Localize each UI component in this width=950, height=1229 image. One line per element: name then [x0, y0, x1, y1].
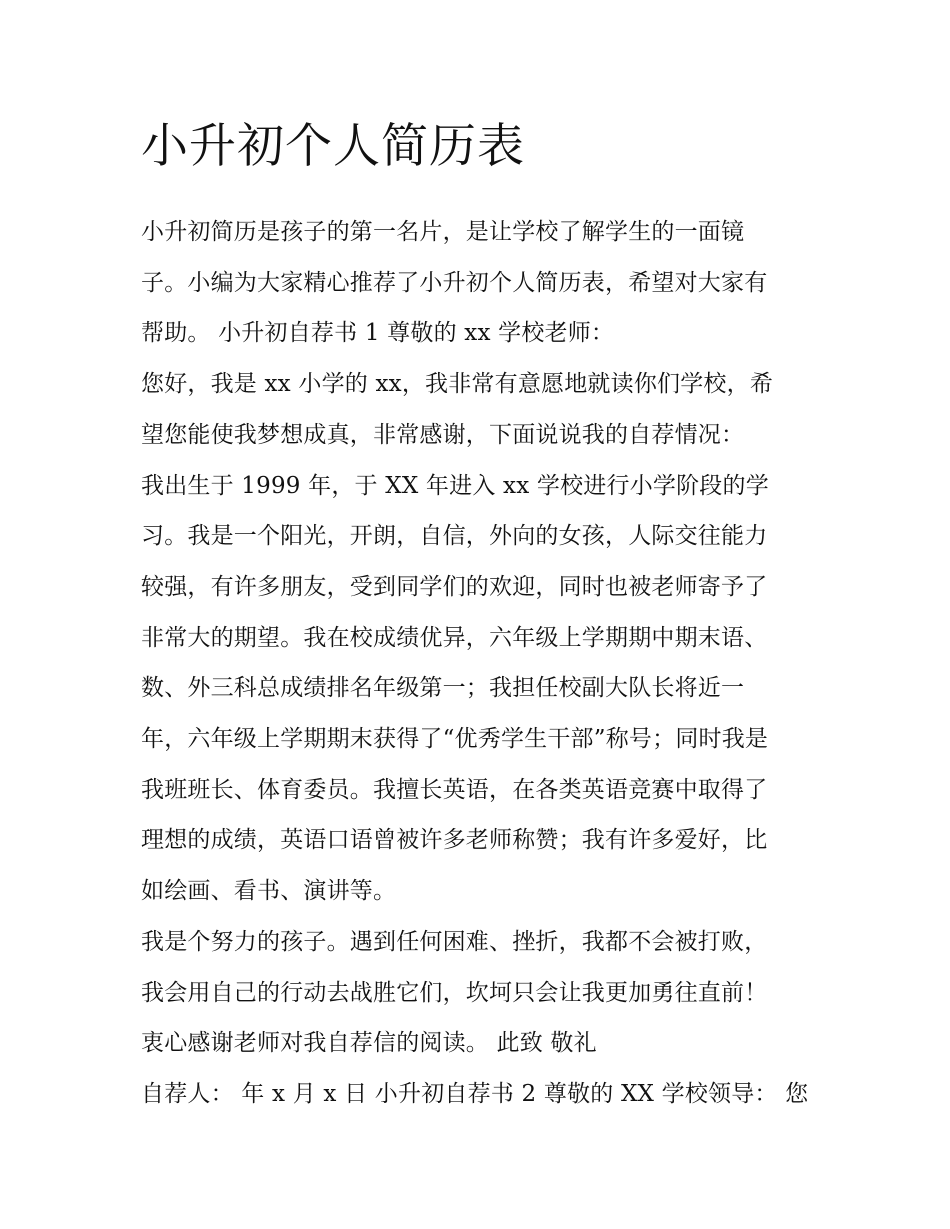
- body-line: 较强，有许多朋友，受到同学们的欢迎，同时也被老师寄予了: [141, 573, 768, 600]
- body-line: 帮助。 小升初自荐书 1 尊敬的 xx 学校老师：: [141, 320, 615, 347]
- body-line: 望您能使我梦想成真，非常感谢，下面说说我的自荐情况：: [141, 421, 745, 448]
- body-line: 自荐人： 年 x 月 x 日 小升初自荐书 2 尊敬的 XX 学校领导： 您: [141, 1080, 809, 1107]
- body-line: 子。小编为大家精心推荐了小升初个人简历表，希望对大家有: [141, 269, 768, 296]
- body-line: 理想的成绩，英语口语曾被许多老师称赞；我有许多爱好，比: [141, 827, 768, 854]
- body-line: 习。我是一个阳光，开朗，自信，外向的女孩，人际交往能力: [141, 523, 768, 550]
- body-line: 小升初简历是孩子的第一名片，是让学校了解学生的一面镜: [141, 219, 745, 245]
- body-line: 我会用自己的行动去战胜它们，坎坷只会让我更加勇往直前！: [141, 979, 768, 1006]
- document-content: [141, 113, 821, 1120]
- body-line: 我是个努力的孩子。遇到任何困难、挫折，我都不会被打败，: [141, 928, 768, 955]
- document-title: 小升初个人简历表: [141, 119, 525, 174]
- body-line: 数、外三科总成绩排名年级第一；我担任校副大队长将近一: [141, 675, 745, 702]
- body-line: 如绘画、看书、演讲等。: [141, 878, 397, 905]
- body-line: 年，六年级上学期期末获得了“优秀学生干部”称号；同时我是: [141, 726, 769, 753]
- body-line: 我出生于 1999 年，于 XX 年进入 xx 学校进行小学阶段的学: [141, 472, 769, 499]
- body-line: 我班班长、体育委员。我擅长英语，在各类英语竞赛中取得了: [141, 776, 768, 803]
- document-body: [141, 207, 821, 1120]
- body-line: 非常大的期望。我在校成绩优异，六年级上学期期中期末语、: [141, 624, 768, 651]
- body-line: 您好，我是 xx 小学的 xx，我非常有意愿地就读你们学校，希: [141, 371, 774, 398]
- body-line: 衷心感谢老师对我自荐信的阅读。 此致 敬礼: [141, 1030, 597, 1057]
